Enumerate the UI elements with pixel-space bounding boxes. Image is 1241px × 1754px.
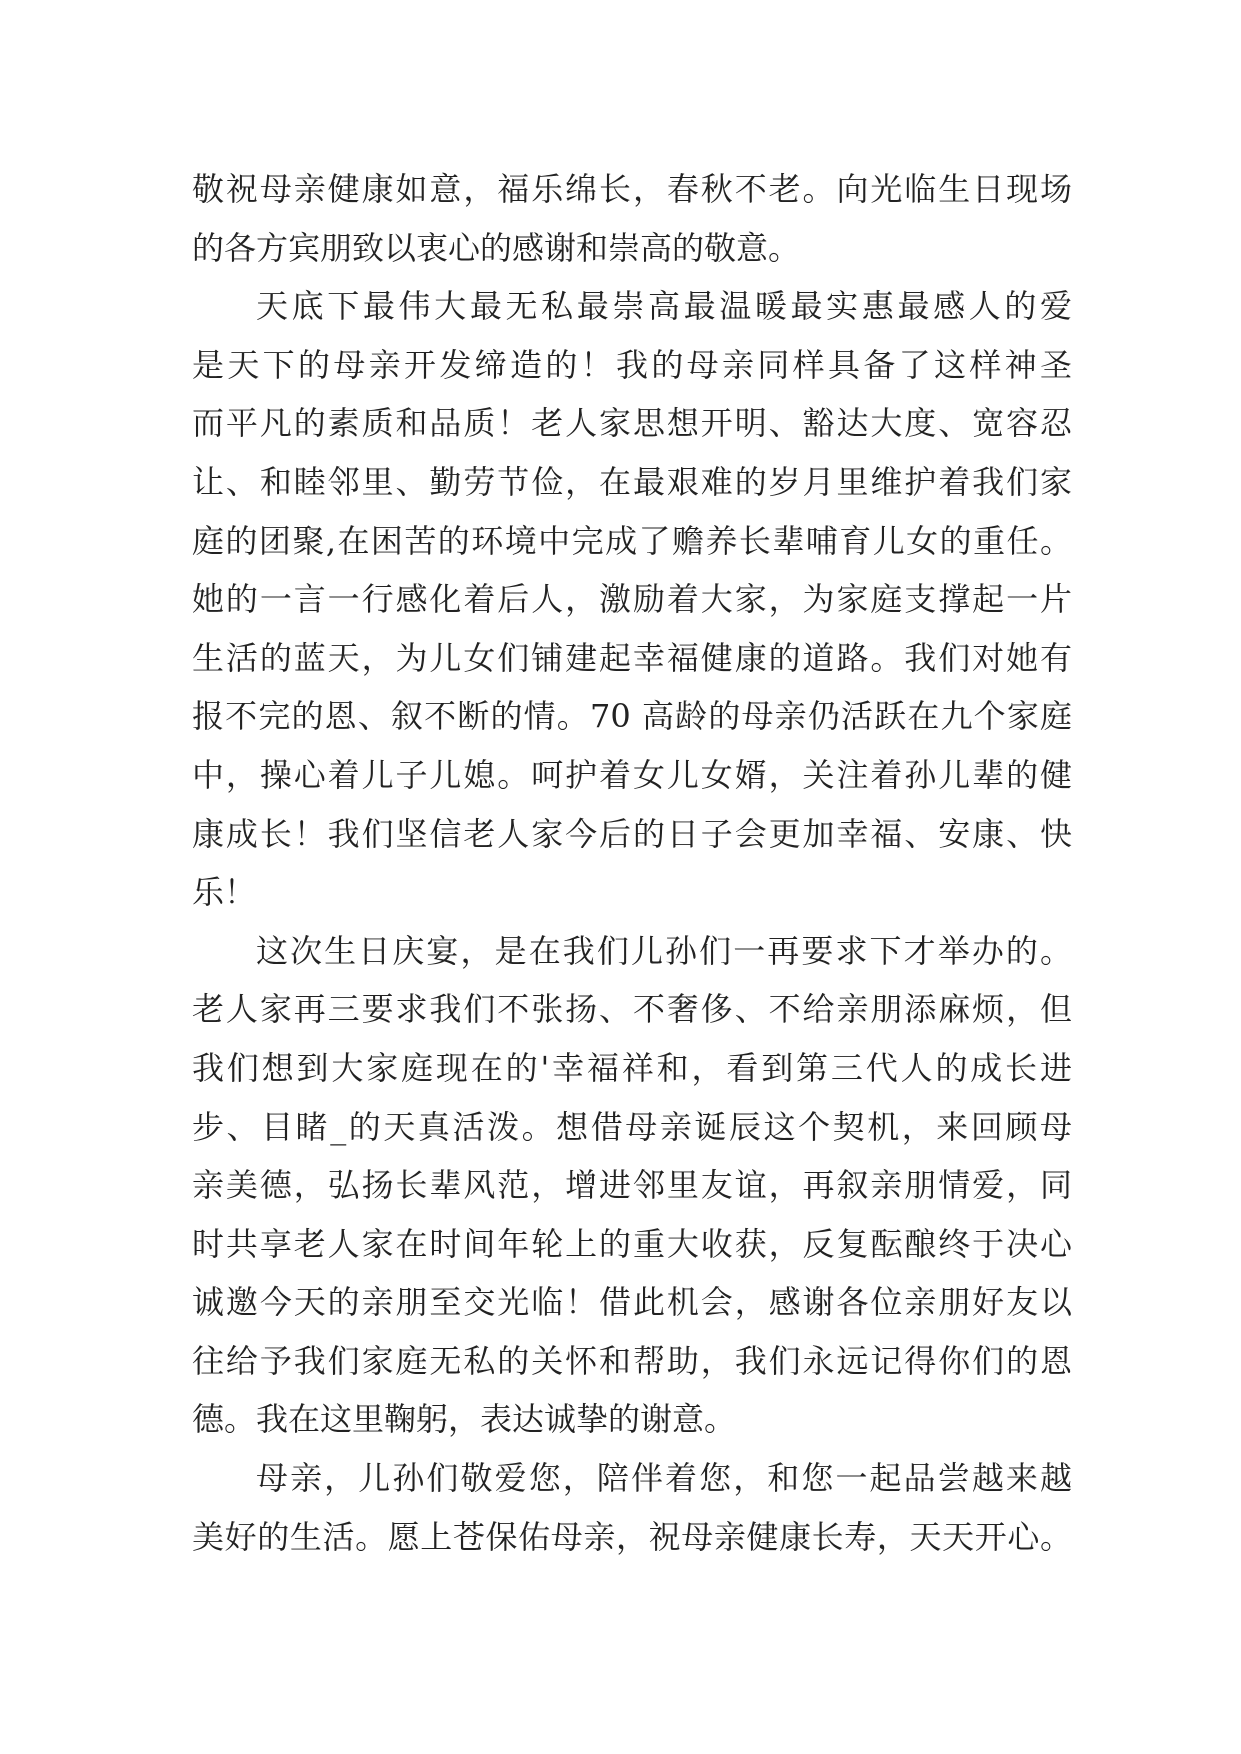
text-line: 她的一言一行感化着后人，激励着大家，为家庭支撑起一片 (192, 580, 1072, 619)
text-line: 的各方宾朋致以衷心的感谢和崇高的敬意。 (192, 228, 801, 267)
text-line: 诚邀今天的亲朋至交光临！借此机会，感谢各位亲朋好友以 (192, 1283, 1072, 1322)
text-line: 天底下最伟大最无私最崇高最温暖最实惠最感人的爱 (256, 287, 1072, 326)
text-line: 让、和睦邻里、勤劳节俭，在最艰难的岁月里维护着我们家 (192, 462, 1072, 501)
text-line: 老人家再三要求我们不张扬、不奢侈、不给亲朋添麻烦，但 (192, 990, 1072, 1029)
text-line: 母亲，儿孙们敬爱您，陪伴着您，和您一起品尝越来越 (256, 1459, 1072, 1498)
text-line: 亲美德，弘扬长辈风范，增进邻里友谊，再叙亲朋情爱，同 (192, 1166, 1072, 1205)
text-line: 时共享老人家在时间年轮上的重大收获，反复酝酿终于决心 (192, 1224, 1072, 1263)
text-line: 美好的生活。愿上苍保佑母亲，祝母亲健康长寿，天天开心。 (192, 1517, 1072, 1556)
text-line: 康成长！我们坚信老人家今后的日子会更加幸福、安康、快 (192, 814, 1072, 853)
text-line: 我们想到大家庭现在的'幸福祥和，看到第三代人的成长进 (192, 1048, 1072, 1087)
text-line: 步、目睹_的天真活泼。想借母亲诞辰这个契机，来回顾母 (192, 1107, 1072, 1146)
text-line: 是天下的母亲开发缔造的！我的母亲同样具备了这样神圣 (192, 345, 1072, 384)
text-line: 德。我在这里鞠躬，表达诚挚的谢意。 (192, 1400, 737, 1439)
text-line: 这次生日庆宴，是在我们儿孙们一再要求下才举办的。 (256, 931, 1072, 970)
text-line: 往给予我们家庭无私的关怀和帮助，我们永远记得你们的恩 (192, 1341, 1072, 1380)
text-line: 乐！ (192, 873, 257, 912)
text-line: 敬祝母亲健康如意，福乐绵长，春秋不老。向光临生日现场 (192, 170, 1072, 208)
text-line: 生活的蓝天，为儿女们铺建起幸福健康的道路。我们对她有 (192, 638, 1072, 677)
text-line: 而平凡的素质和品质！老人家思想开明、豁达大度、宽容忍 (192, 404, 1072, 443)
text-line: 报不完的恩、叙不断的情。70 高龄的母亲仍活跃在九个家庭 (192, 697, 1072, 736)
text-line: 中，操心着儿子儿媳。呵护着女儿女婿，关注着孙儿辈的健 (192, 755, 1072, 794)
text-line: 庭的团聚,在困苦的环境中完成了赡养长辈哺育儿女的重任。 (192, 521, 1072, 560)
document-body (192, 160, 1072, 1566)
